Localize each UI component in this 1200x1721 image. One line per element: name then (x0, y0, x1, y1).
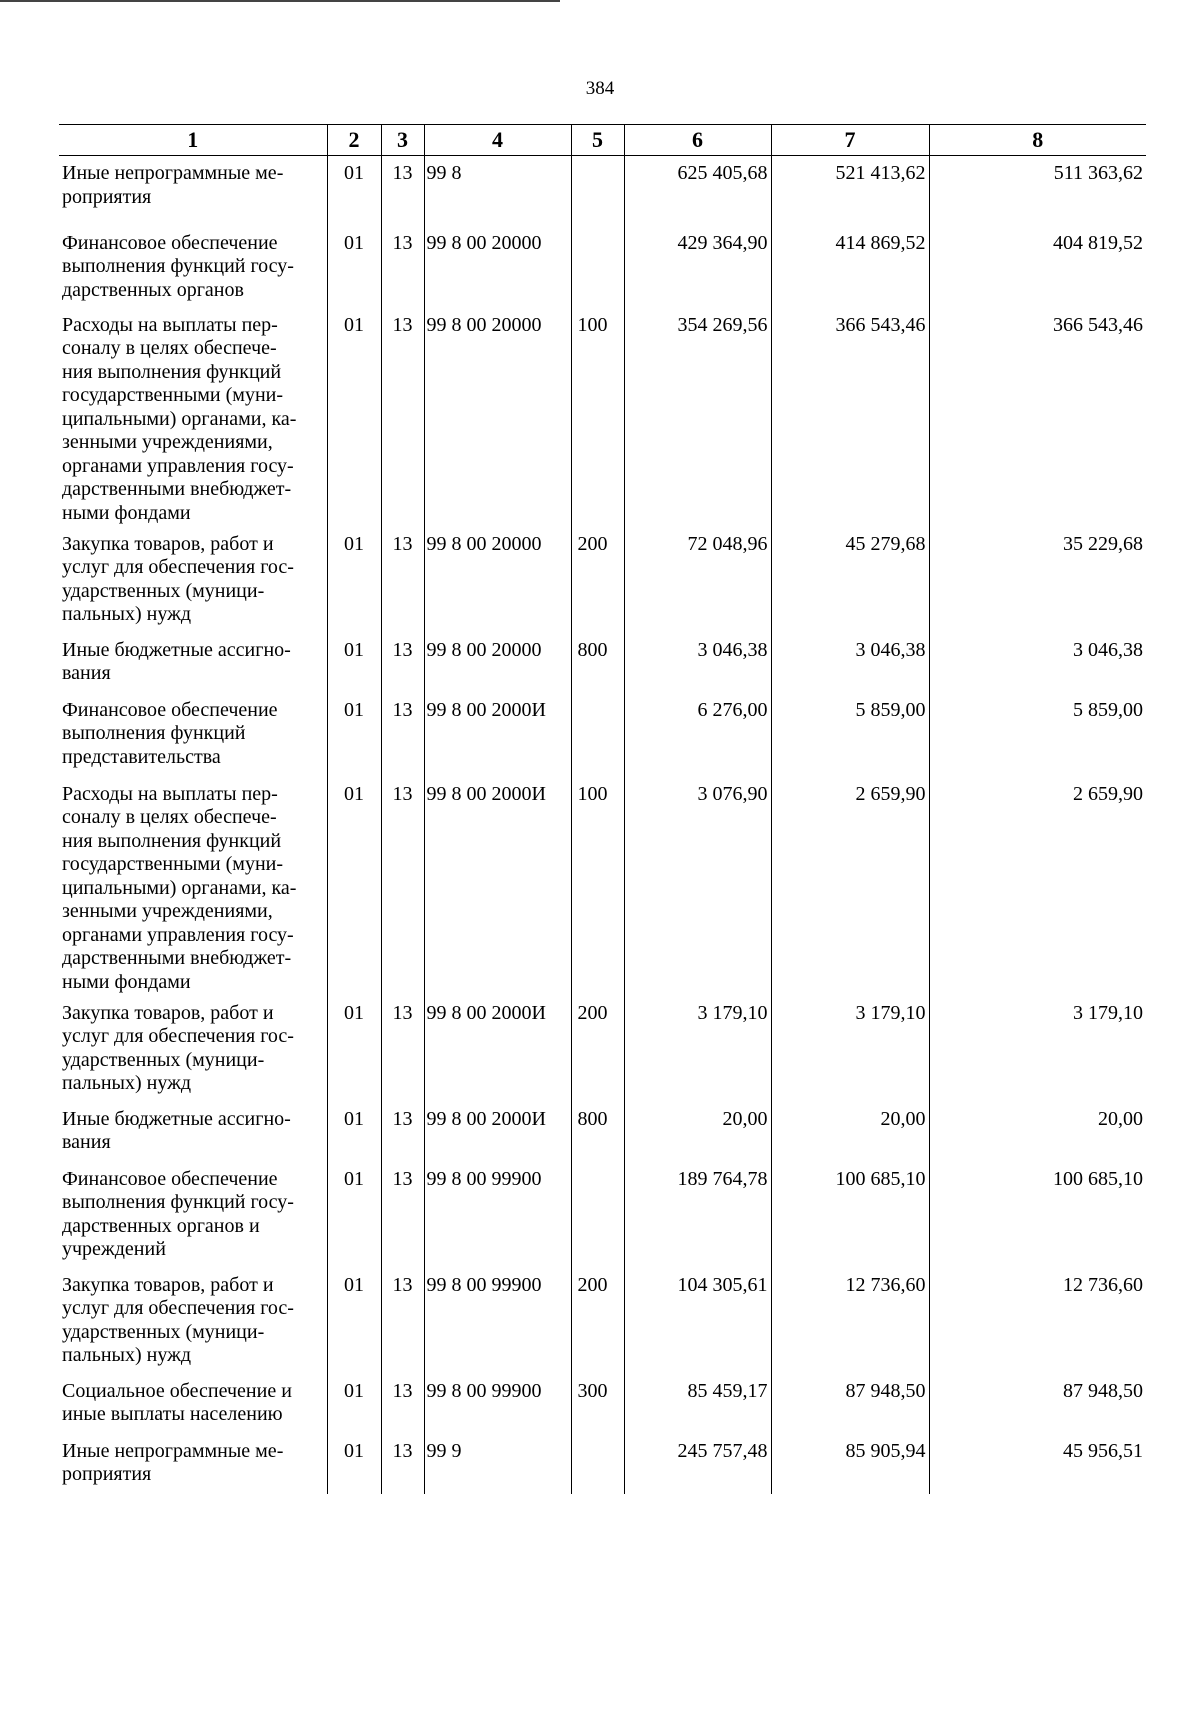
expense-name-cell: Расходы на выплаты пер- соналу в целях обеспече- ния выполнения функций государственными (муни- ципальными) органами, ка- зенными учреждениями, органами управления госу- дарственными внебюджет- ными фондами (62, 313, 297, 524)
amount-col7-cell: 3 179,10 (771, 996, 929, 1102)
amount-col6-cell: 3 076,90 (624, 777, 771, 996)
section-code-cell: 01 (327, 308, 381, 527)
table-row (59, 226, 1146, 308)
header-row (59, 125, 1146, 156)
expense-name-cell: Иные бюджетные ассигно- вания (62, 638, 291, 684)
table-row (59, 156, 1146, 226)
target-article-cell: 99 8 00 20000 (424, 527, 571, 633)
amount-col8-cell: 366 543,46 (929, 308, 1146, 527)
target-article-cell: 99 8 00 99900 (424, 1374, 571, 1434)
expense-type-cell: 800 (571, 633, 624, 693)
target-article-cell: 99 8 00 20000 (424, 633, 571, 693)
amount-col6-cell: 625 405,68 (624, 156, 771, 226)
section-code-cell: 01 (327, 1162, 381, 1268)
expense-type-cell: 200 (571, 996, 624, 1102)
target-article-cell: 99 8 00 99900 (424, 1162, 571, 1268)
amount-col8-cell: 12 736,60 (929, 1268, 1146, 1374)
amount-col7-cell: 521 413,62 (771, 156, 929, 226)
subsection-code-cell: 13 (381, 633, 424, 693)
amount-col7-cell: 100 685,10 (771, 1162, 929, 1268)
target-article-cell: 99 8 00 2000И (424, 996, 571, 1102)
table-row (59, 777, 1146, 996)
target-article-cell: 99 8 00 2000И (424, 693, 571, 777)
target-article-cell: 99 8 00 2000И (424, 777, 571, 996)
amount-col8-cell: 3 179,10 (929, 996, 1146, 1102)
target-article-cell: 99 8 00 20000 (424, 226, 571, 308)
expense-name-cell: Финансовое обеспечение выполнения функций госу- дарственных органов и учреждений (62, 1167, 294, 1260)
section-code-cell: 01 (327, 777, 381, 996)
expense-name-cell: Финансовое обеспечение выполнения функций представительства (62, 698, 278, 768)
expense-name-cell: Закупка товаров, работ и услуг для обеспечения гос- ударственных (муници- пальных) нужд (62, 1001, 294, 1094)
section-code-cell: 01 (327, 1374, 381, 1434)
amount-col8-cell: 20,00 (929, 1102, 1146, 1162)
target-article-cell: 99 9 (424, 1434, 571, 1494)
expense-name-cell: Расходы на выплаты пер- соналу в целях обеспече- ния выполнения функций государственными (муни- ципальными) органами, ка- зенными учреждениями, органами управления госу- дарственными внебюджет- ными фондами (62, 782, 297, 993)
subsection-code-cell: 13 (381, 1374, 424, 1434)
expense-type-cell: 100 (571, 308, 624, 527)
scan-top-edge (0, 0, 560, 2)
subsection-code-cell: 13 (381, 308, 424, 527)
table-header (59, 125, 1146, 156)
expense-type-cell (571, 693, 624, 777)
expense-name-cell: Иные непрограммные ме- роприятия (62, 162, 284, 208)
section-code-cell: 01 (327, 1102, 381, 1162)
table-body (59, 156, 1146, 1494)
section-code-cell: 01 (327, 156, 381, 226)
expense-type-cell (571, 1162, 624, 1268)
target-article-cell: 99 8 00 20000 (424, 308, 571, 527)
column-header: 2 (327, 125, 381, 156)
expense-type-cell: 800 (571, 1102, 624, 1162)
expense-name-cell: Закупка товаров, работ и услуг для обеспечения гос- ударственных (муници- пальных) нужд (62, 532, 294, 625)
amount-col7-cell: 85 905,94 (771, 1434, 929, 1494)
table-row (59, 1374, 1146, 1434)
amount-col6-cell: 429 364,90 (624, 226, 771, 308)
column-header: 6 (624, 125, 771, 156)
amount-col6-cell: 3 179,10 (624, 996, 771, 1102)
section-code-cell: 01 (327, 1434, 381, 1494)
amount-col6-cell: 72 048,96 (624, 527, 771, 633)
expense-type-cell: 100 (571, 777, 624, 996)
amount-col8-cell: 404 819,52 (929, 226, 1146, 308)
amount-col7-cell: 87 948,50 (771, 1374, 929, 1434)
subsection-code-cell: 13 (381, 1268, 424, 1374)
subsection-code-cell: 13 (381, 226, 424, 308)
column-header: 3 (381, 125, 424, 156)
column-header: 7 (771, 125, 929, 156)
amount-col6-cell: 104 305,61 (624, 1268, 771, 1374)
amount-col8-cell: 35 229,68 (929, 527, 1146, 633)
table-row (59, 527, 1146, 633)
amount-col7-cell: 414 869,52 (771, 226, 929, 308)
expense-type-cell (571, 226, 624, 308)
amount-col6-cell: 6 276,00 (624, 693, 771, 777)
column-header: 4 (424, 125, 571, 156)
target-article-cell: 99 8 00 2000И (424, 1102, 571, 1162)
table-row (59, 1102, 1146, 1162)
amount-col8-cell: 2 659,90 (929, 777, 1146, 996)
subsection-code-cell: 13 (381, 1434, 424, 1494)
expense-name-cell: Закупка товаров, работ и услуг для обеспечения гос- ударственных (муници- пальных) нужд (62, 1273, 294, 1366)
amount-col7-cell: 20,00 (771, 1102, 929, 1162)
expense-name-cell: Финансовое обеспечение выполнения функций госу- дарственных органов (62, 231, 294, 301)
table-row (59, 996, 1146, 1102)
amount-col8-cell: 45 956,51 (929, 1434, 1146, 1494)
table-row (59, 308, 1146, 527)
amount-col7-cell: 45 279,68 (771, 527, 929, 633)
expense-type-cell (571, 1434, 624, 1494)
subsection-code-cell: 13 (381, 527, 424, 633)
section-code-cell: 01 (327, 1268, 381, 1374)
section-code-cell: 01 (327, 633, 381, 693)
amount-col7-cell: 3 046,38 (771, 633, 929, 693)
expense-name-cell: Социальное обеспечение и иные выплаты населению (62, 1379, 292, 1425)
subsection-code-cell: 13 (381, 777, 424, 996)
amount-col6-cell: 189 764,78 (624, 1162, 771, 1268)
column-header: 8 (929, 125, 1146, 156)
table-row (59, 633, 1146, 693)
subsection-code-cell: 13 (381, 693, 424, 777)
expense-name-cell: Иные бюджетные ассигно- вания (62, 1107, 291, 1153)
table-row (59, 1268, 1146, 1374)
page-number: 384 (585, 78, 615, 99)
amount-col8-cell: 87 948,50 (929, 1374, 1146, 1434)
amount-col8-cell: 3 046,38 (929, 633, 1146, 693)
subsection-code-cell: 13 (381, 156, 424, 226)
expense-type-cell: 200 (571, 1268, 624, 1374)
section-code-cell: 01 (327, 226, 381, 308)
expense-type-cell: 300 (571, 1374, 624, 1434)
target-article-cell: 99 8 00 99900 (424, 1268, 571, 1374)
column-header: 5 (571, 125, 624, 156)
expense-type-cell: 200 (571, 527, 624, 633)
amount-col7-cell: 2 659,90 (771, 777, 929, 996)
subsection-code-cell: 13 (381, 996, 424, 1102)
subsection-code-cell: 13 (381, 1162, 424, 1268)
amount-col7-cell: 5 859,00 (771, 693, 929, 777)
amount-col7-cell: 12 736,60 (771, 1268, 929, 1374)
section-code-cell: 01 (327, 996, 381, 1102)
amount-col6-cell: 245 757,48 (624, 1434, 771, 1494)
target-article-cell: 99 8 (424, 156, 571, 226)
table-row (59, 693, 1146, 777)
column-header: 1 (59, 125, 327, 156)
amount-col8-cell: 5 859,00 (929, 693, 1146, 777)
subsection-code-cell: 13 (381, 1102, 424, 1162)
section-code-cell: 01 (327, 527, 381, 633)
section-code-cell: 01 (327, 693, 381, 777)
amount-col7-cell: 366 543,46 (771, 308, 929, 527)
amount-col6-cell: 85 459,17 (624, 1374, 771, 1434)
table-row (59, 1162, 1146, 1268)
budget-table (59, 124, 1146, 1494)
amount-col8-cell: 511 363,62 (929, 156, 1146, 226)
expense-name-cell: Иные непрограммные ме- роприятия (62, 1439, 284, 1485)
amount-col6-cell: 3 046,38 (624, 633, 771, 693)
amount-col6-cell: 20,00 (624, 1102, 771, 1162)
amount-col6-cell: 354 269,56 (624, 308, 771, 527)
expense-type-cell (571, 156, 624, 226)
table-row (59, 1434, 1146, 1494)
amount-col8-cell: 100 685,10 (929, 1162, 1146, 1268)
